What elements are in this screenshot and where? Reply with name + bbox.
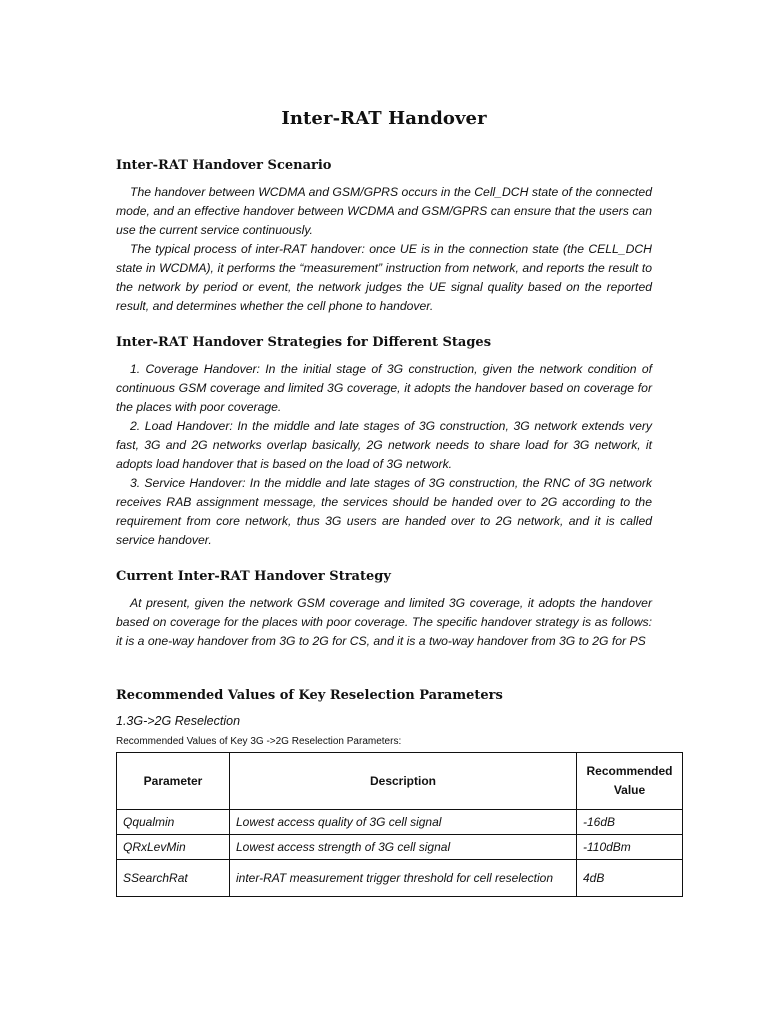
table-cell-parameter: SSearchRat [117,860,230,897]
table-cell-value: -16dB [577,810,683,835]
section-heading-strategies: Inter-RAT Handover Strategies for Different Stages [116,335,492,350]
table-cell-value: 4dB [577,860,683,897]
paragraph-strategy-coverage: 1. Coverage Handover: In the initial stage of 3G construction, given the network condition of continuous GSM coverage and limited 3G coverage, it adopts the handover based on coverage for the places with poor coverage. [116,362,652,414]
paragraph-scenario-2: The typical process of inter-RAT handover: once UE is in the connection state (the CELL_DCH state in WCDMA), it performs the “measurement” instruction from network, and reports the result to the network by period or event, the network judges the UE signal quality based on the reported result, and determines whether the cell phone to handover. [116,242,652,313]
table-caption: Recommended Values of Key 3G ->2G Reselection Parameters: [116,736,402,747]
paragraph-strategy-service: 3. Service Handover: In the middle and late stages of 3G construction, the RNC of 3G network receives RAB assignment message, the services should be handed over to 2G according to the requirement from core network, thus 3G users are handed over to 2G network, and it is called service handover. [116,476,652,547]
table-cell-parameter: QRxLevMin [117,835,230,860]
table-cell-parameter: Qqualmin [117,810,230,835]
document-title: Inter-RAT Handover [281,108,487,129]
table-header-description: Description [230,753,577,810]
table-row [117,810,683,835]
table-cell-description: Lowest access strength of 3G cell signal [230,835,577,860]
section-heading-scenario: Inter-RAT Handover Scenario [116,158,332,173]
table-cell-description: Lowest access quality of 3G cell signal [230,810,577,835]
table-cell-value: -110dBm [577,835,683,860]
paragraph-strategy-load: 2. Load Handover: In the middle and late stages of 3G construction, 3G network extends very fast, 3G and 2G networks overlap basically, 2G network needs to share load for 3G network, it adopts load handover that is based on the load of 3G network. [116,419,652,471]
table-row [117,835,683,860]
table-header-recommended-value: Recommended Value [577,753,683,810]
subheading-3g-2g-reselection: 1.3G->2G Reselection [116,714,241,728]
table-row [117,860,683,897]
section-heading-current-strategy: Current Inter-RAT Handover Strategy [116,569,391,584]
table-header-parameter: Parameter [117,753,230,810]
section-heading-reselection: Recommended Values of Key Reselection Parameters [116,688,503,703]
paragraph-scenario-1: The handover between WCDMA and GSM/GPRS occurs in the Cell_DCH state of the connected mode, and an effective handover between WCDMA and GSM/GPRS can ensure that the users can use the current service continuously. [116,185,652,237]
paragraph-current-strategy: At present, given the network GSM coverage and limited 3G coverage, it adopts the handover based on coverage for the places with poor coverage. The specific handover strategy is as follows: it is a one-way handover from 3G to 2G for CS, and it is a two-way handover from 3G to 2G for PS [116,596,652,648]
reselection-parameters-table [116,752,683,897]
table-header-row [117,753,683,810]
table-cell-description: inter-RAT measurement trigger threshold for cell reselection [230,860,577,897]
